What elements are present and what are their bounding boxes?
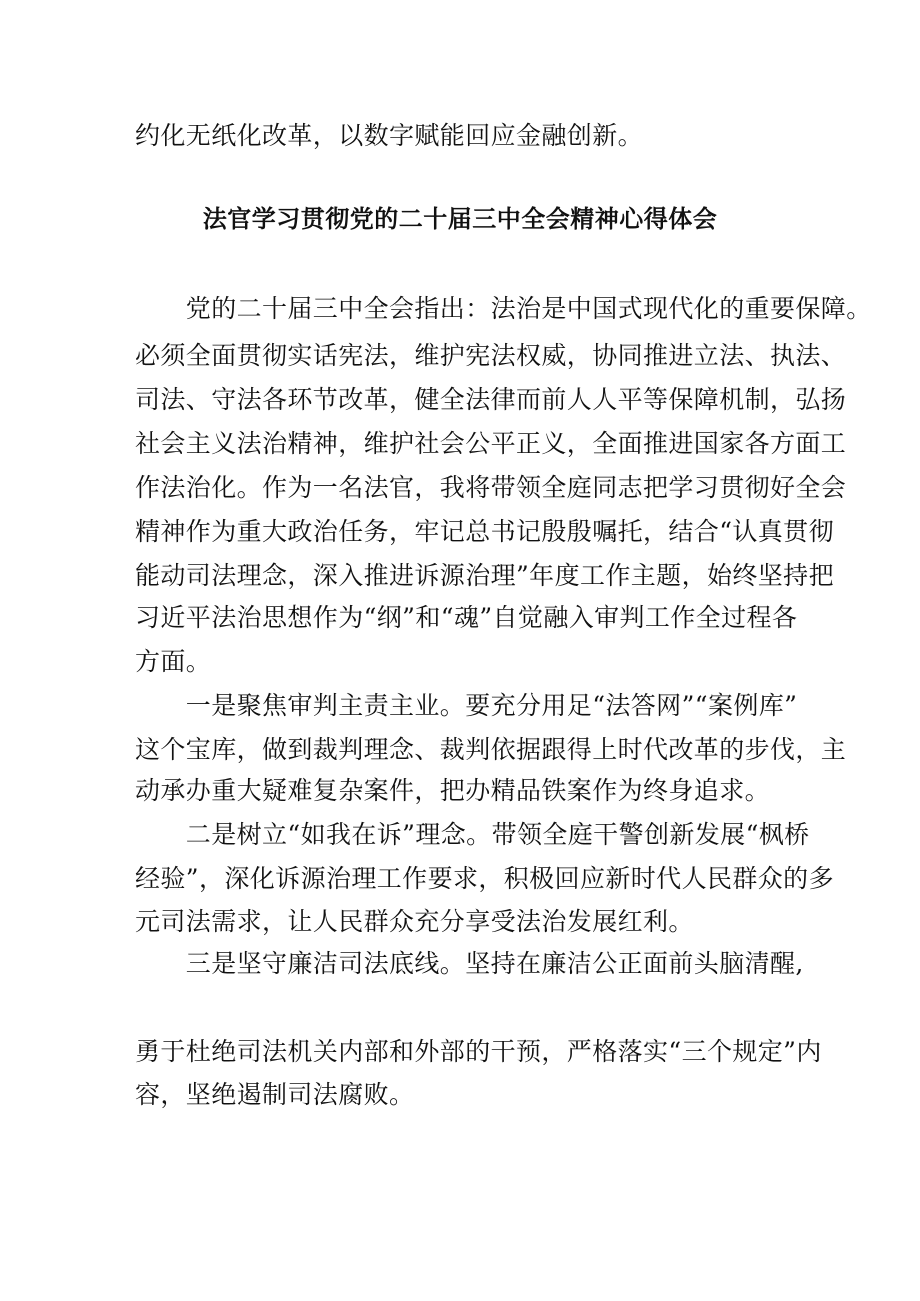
paragraph-4-line-3: 容，坚绝遏制司法腐败。 <box>135 1080 415 1109</box>
document-title: 法官学习贯彻党的二十届三中全会精神心得体会 <box>202 205 718 233</box>
paragraph-1-line-5: 作法治化。作为一名法官，我将带领全庭同志把学习贯彻好全会 <box>135 473 847 502</box>
paragraph-2-line-2: 这个宝库，做到裁判理念、裁判依据跟得上时代改革的步伐，主 <box>135 735 847 764</box>
paragraph-4-line-2: 勇于杜绝司法机关内部和外部的干预，严格落实“三个规定”内 <box>135 1037 822 1066</box>
paragraph-1-line-4: 社会主义法治精神，维护社会公平正义，全面推进国家各方面工 <box>135 429 847 458</box>
paragraph-1-line-7: 能动司法理念，深入推进诉源治理”年度工作主题，始终坚持把 <box>135 561 834 590</box>
paragraph-1-line-3: 司法、守法各环节改革，健全法律而前人人平等保障机制，弘扬 <box>135 385 847 414</box>
paragraph-2-line-3: 动承办重大疑难复杂案件，把办精品铁案作为终身追求。 <box>135 776 771 805</box>
lead-fragment: 约化无纸化改革，以数字赋能回应金融创新。 <box>135 121 644 150</box>
paragraph-1-line-8: 习近平法治思想作为“纲”和“魂”自觉融入审判工作全过程各 <box>135 603 798 632</box>
paragraph-1-line-6: 精神作为重大政治任务，牢记总书记殷殷嘱托，结合“认真贯彻 <box>135 517 834 546</box>
paragraph-4-line-1: 三是坚守廉洁司法底线。坚持在廉洁公正面前头脑清醒, <box>135 949 804 978</box>
paragraph-3-line-3: 元司法需求，让人民群众充分享受法治发展红利。 <box>135 907 694 936</box>
paragraph-1-line-1: 党的二十届三中全会指出：法治是中国式现代化的重要保障。 <box>135 294 872 323</box>
paragraph-1-line-2: 必须全面贯彻实话宪法，维护宪法权威，协同推进立法、执法、 <box>135 341 847 370</box>
paragraph-1-line-9: 方面。 <box>135 647 212 676</box>
paragraph-2-line-1: 一是聚焦审判主责主业。要充分用足“法答网”“案例库” <box>135 691 798 720</box>
paragraph-3-line-1: 二是树立“如我在诉”理念。带领全庭干警创新发展“枫桥 <box>135 820 810 849</box>
paragraph-3-line-2: 经验”，深化诉源治理工作要求，积极回应新时代人民群众的多 <box>135 864 834 893</box>
